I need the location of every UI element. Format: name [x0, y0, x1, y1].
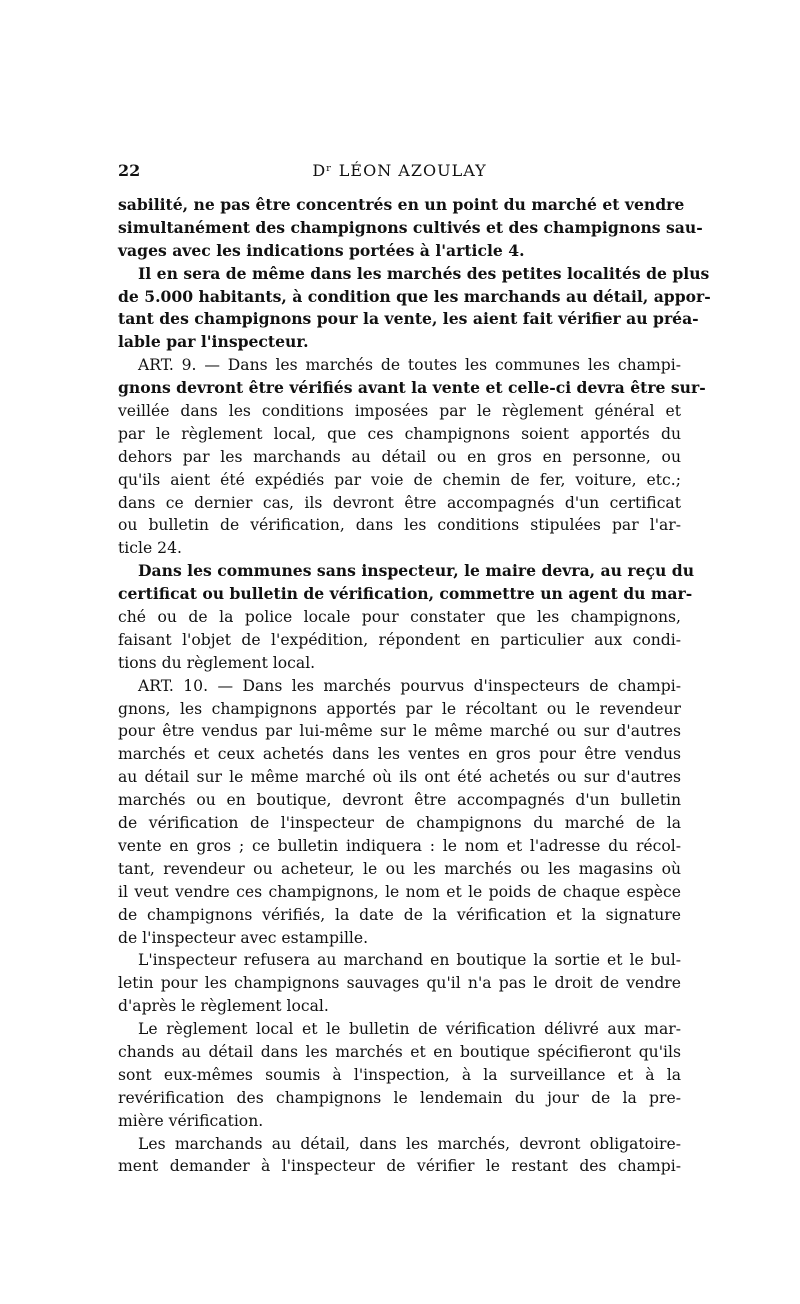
text-line: chands au détail dans les marchés et en boutique spécifieront qu'ils [118, 1042, 681, 1061]
text-line: ché ou de la police locale pour constater que les champignons, [118, 608, 681, 627]
text-line: qu'ils aient été expédiés par voie de chemin de fer, voiture, etc.; [118, 470, 681, 489]
text-line: marchés ou en boutique, devront être accompagnés d'un bulletin [118, 791, 681, 810]
text-line: sabilité, ne pas être concentrés en un point du marché et vendre [118, 195, 685, 214]
text-line: ou bulletin de vérification, dans les conditions stipulées par l'ar- [118, 516, 681, 535]
text-line: Les marchands au détail, dans les marchés, devront obligatoire- [138, 1134, 681, 1153]
text-line: ART. 9. — Dans les marchés de toutes les communes les champi- [138, 356, 681, 375]
text-line: Il en sera de même dans les marchés des petites localités de plus [138, 263, 710, 283]
text-line: dans ce dernier cas, ils devront être accompagnés d'un certificat [118, 493, 681, 512]
text-line: au détail sur le même marché où ils ont été achetés ou sur d'autres [118, 768, 681, 787]
text-line: gnons devront être vérifiés avant la vente et celle-ci devra être sur- [118, 378, 706, 398]
text-line: il veut vendre ces champignons, le nom et le poids de chaque espèce [118, 882, 681, 901]
text-line: par le règlement local, que ces champignons soient apportés du [118, 424, 681, 443]
text-line: veillée dans les conditions imposées par le règlement général et [118, 402, 681, 421]
text-line: lable par l'inspecteur. [118, 332, 309, 352]
text-line: Dans les communes sans inspecteur, le maire devra, au reçu du [138, 561, 695, 581]
text-line: dehors par les marchands au détail ou en gros en personne, ou [118, 447, 681, 466]
text-line: simultanément des champignons cultivés et des champignons sau- [118, 217, 703, 237]
text-line: ticle 24. [118, 539, 182, 558]
text-line: sont eux-mêmes soumis à l'inspection, à la surveillance et à la [118, 1065, 681, 1084]
text-line: marchés et ceux achetés dans les ventes en gros pour être vendus [118, 745, 681, 764]
text-line: tant, revendeur ou acheteur, le ou les marchés ou les magasins où [118, 859, 681, 878]
text-line: mière vérification. [118, 1111, 264, 1130]
text-line: ART. 10. — Dans les marchés pourvus d'inspecteurs de champi- [138, 676, 681, 695]
text-line: tions du règlement local. [118, 653, 316, 672]
text-line: gnons, les champignons apportés par le récoltant ou le revendeur [118, 699, 681, 718]
text-line: faisant l'objet de l'expédition, répondent en particulier aux condi- [118, 630, 681, 649]
text-line: letin pour les champignons sauvages qu'il n'a pas le droit de vendre [118, 974, 681, 993]
text-line: revérification des champignons le lendemain du jour de la pre- [118, 1088, 681, 1107]
body-text [118, 194, 711, 1178]
text-line: vente en gros ; ce bulletin indiquera : le nom et l'adresse du récol- [118, 836, 681, 855]
text-line: de 5.000 habitants, à condition que les marchands au détail, appor- [118, 286, 711, 306]
text-line: ment demander à l'inspecteur de vérifier le restant des champi- [118, 1157, 681, 1176]
running-head [118, 160, 681, 182]
text-line: certificat ou bulletin de vérification, commettre un agent du mar- [118, 584, 693, 604]
text-line: d'après le règlement local. [118, 997, 329, 1016]
text-line: de l'inspecteur avec estampille. [118, 928, 369, 947]
text-line: de vérification de l'inspecteur de champignons du marché de la [118, 814, 681, 833]
text-line: de champignons vérifiés, la date de la vérification et la signature [118, 905, 681, 924]
page-number: 22 [118, 161, 141, 180]
text-line: tant des champignons pour la vente, les aient fait vérifier au préa- [118, 309, 699, 329]
text-line: Le règlement local et le bulletin de vérification délivré aux mar- [138, 1020, 681, 1039]
running-title: Dʳ LÉON AZOULAY [312, 161, 487, 180]
text-line: vages avec les indications portées à l'article 4. [118, 240, 525, 260]
text-line: pour être vendus par lui-même sur le même marché ou sur d'autres [118, 722, 681, 741]
text-line: L'inspecteur refusera au marchand en boutique la sortie et le bul- [138, 951, 681, 970]
